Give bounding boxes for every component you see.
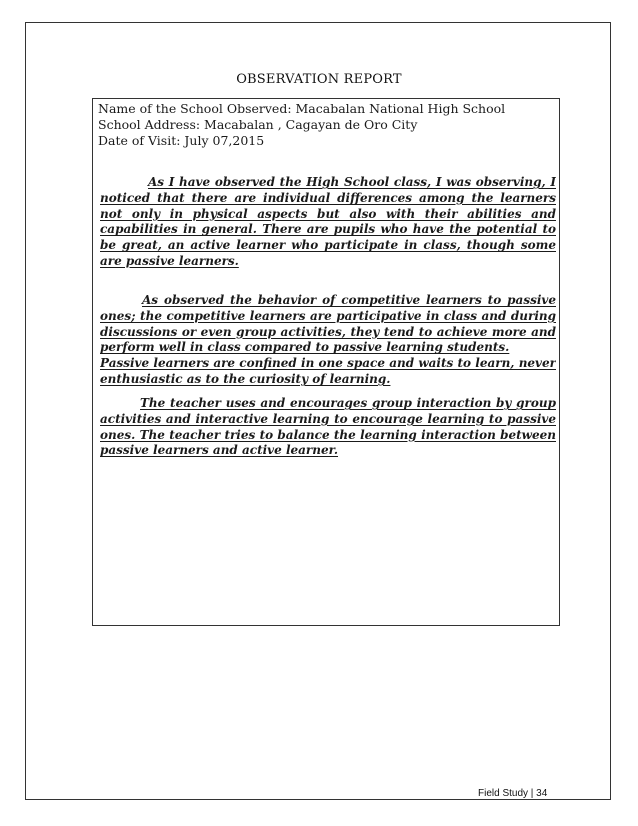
paragraph-line: As observed the behavior of competitive learners to passive <box>142 293 556 307</box>
paragraph-line: not only in physical aspects but also with their abilities and <box>100 206 556 221</box>
paragraph-line: noticed that there are individual differences among the learners <box>100 190 556 205</box>
date-of-visit: Date of Visit: July 07,2015 <box>98 133 265 148</box>
paragraph-line: ones; the competitive learners are participative in class and during <box>100 308 556 323</box>
school-address: School Address: Macabalan , Cagayan de Oro City <box>98 117 418 132</box>
paragraph-line: passive learners and active learner. <box>100 443 339 458</box>
paragraph-line: activities and interactive learning to encourage learning to passive <box>100 411 556 426</box>
paragraph-1 <box>100 175 556 270</box>
page-footer: Field Study | 34 <box>478 788 548 799</box>
report-metadata <box>98 101 548 149</box>
school-name: Name of the School Observed: Macabalan National High School <box>98 101 506 116</box>
paragraph-2 <box>100 293 556 388</box>
paragraph-line: As I have observed the High School class, I was observing, I <box>148 175 556 189</box>
paragraph-line: are passive learners. <box>100 253 239 268</box>
paragraph-line: ones. The teacher tries to balance the learning interaction between <box>100 427 556 442</box>
paragraph-line: Passive learners are confined in one space and waits to learn, never <box>100 356 556 371</box>
paragraph-3 <box>100 396 556 459</box>
paragraph-line: be great, an active learner who participate in class, though some <box>100 238 556 253</box>
paragraph-line: discussions or even group activities, they tend to achieve more and <box>100 324 556 339</box>
paragraph-line: capabilities in general. There are pupils who have the potential to <box>100 222 556 237</box>
report-title: OBSERVATION REPORT <box>236 72 402 87</box>
paragraph-line: perform well in class compared to passive learning students. <box>100 340 510 355</box>
paragraph-line: enthusiastic as to the curiosity of learning. <box>100 371 391 386</box>
paragraph-line: The teacher uses and encourages group interaction by group <box>140 396 556 410</box>
